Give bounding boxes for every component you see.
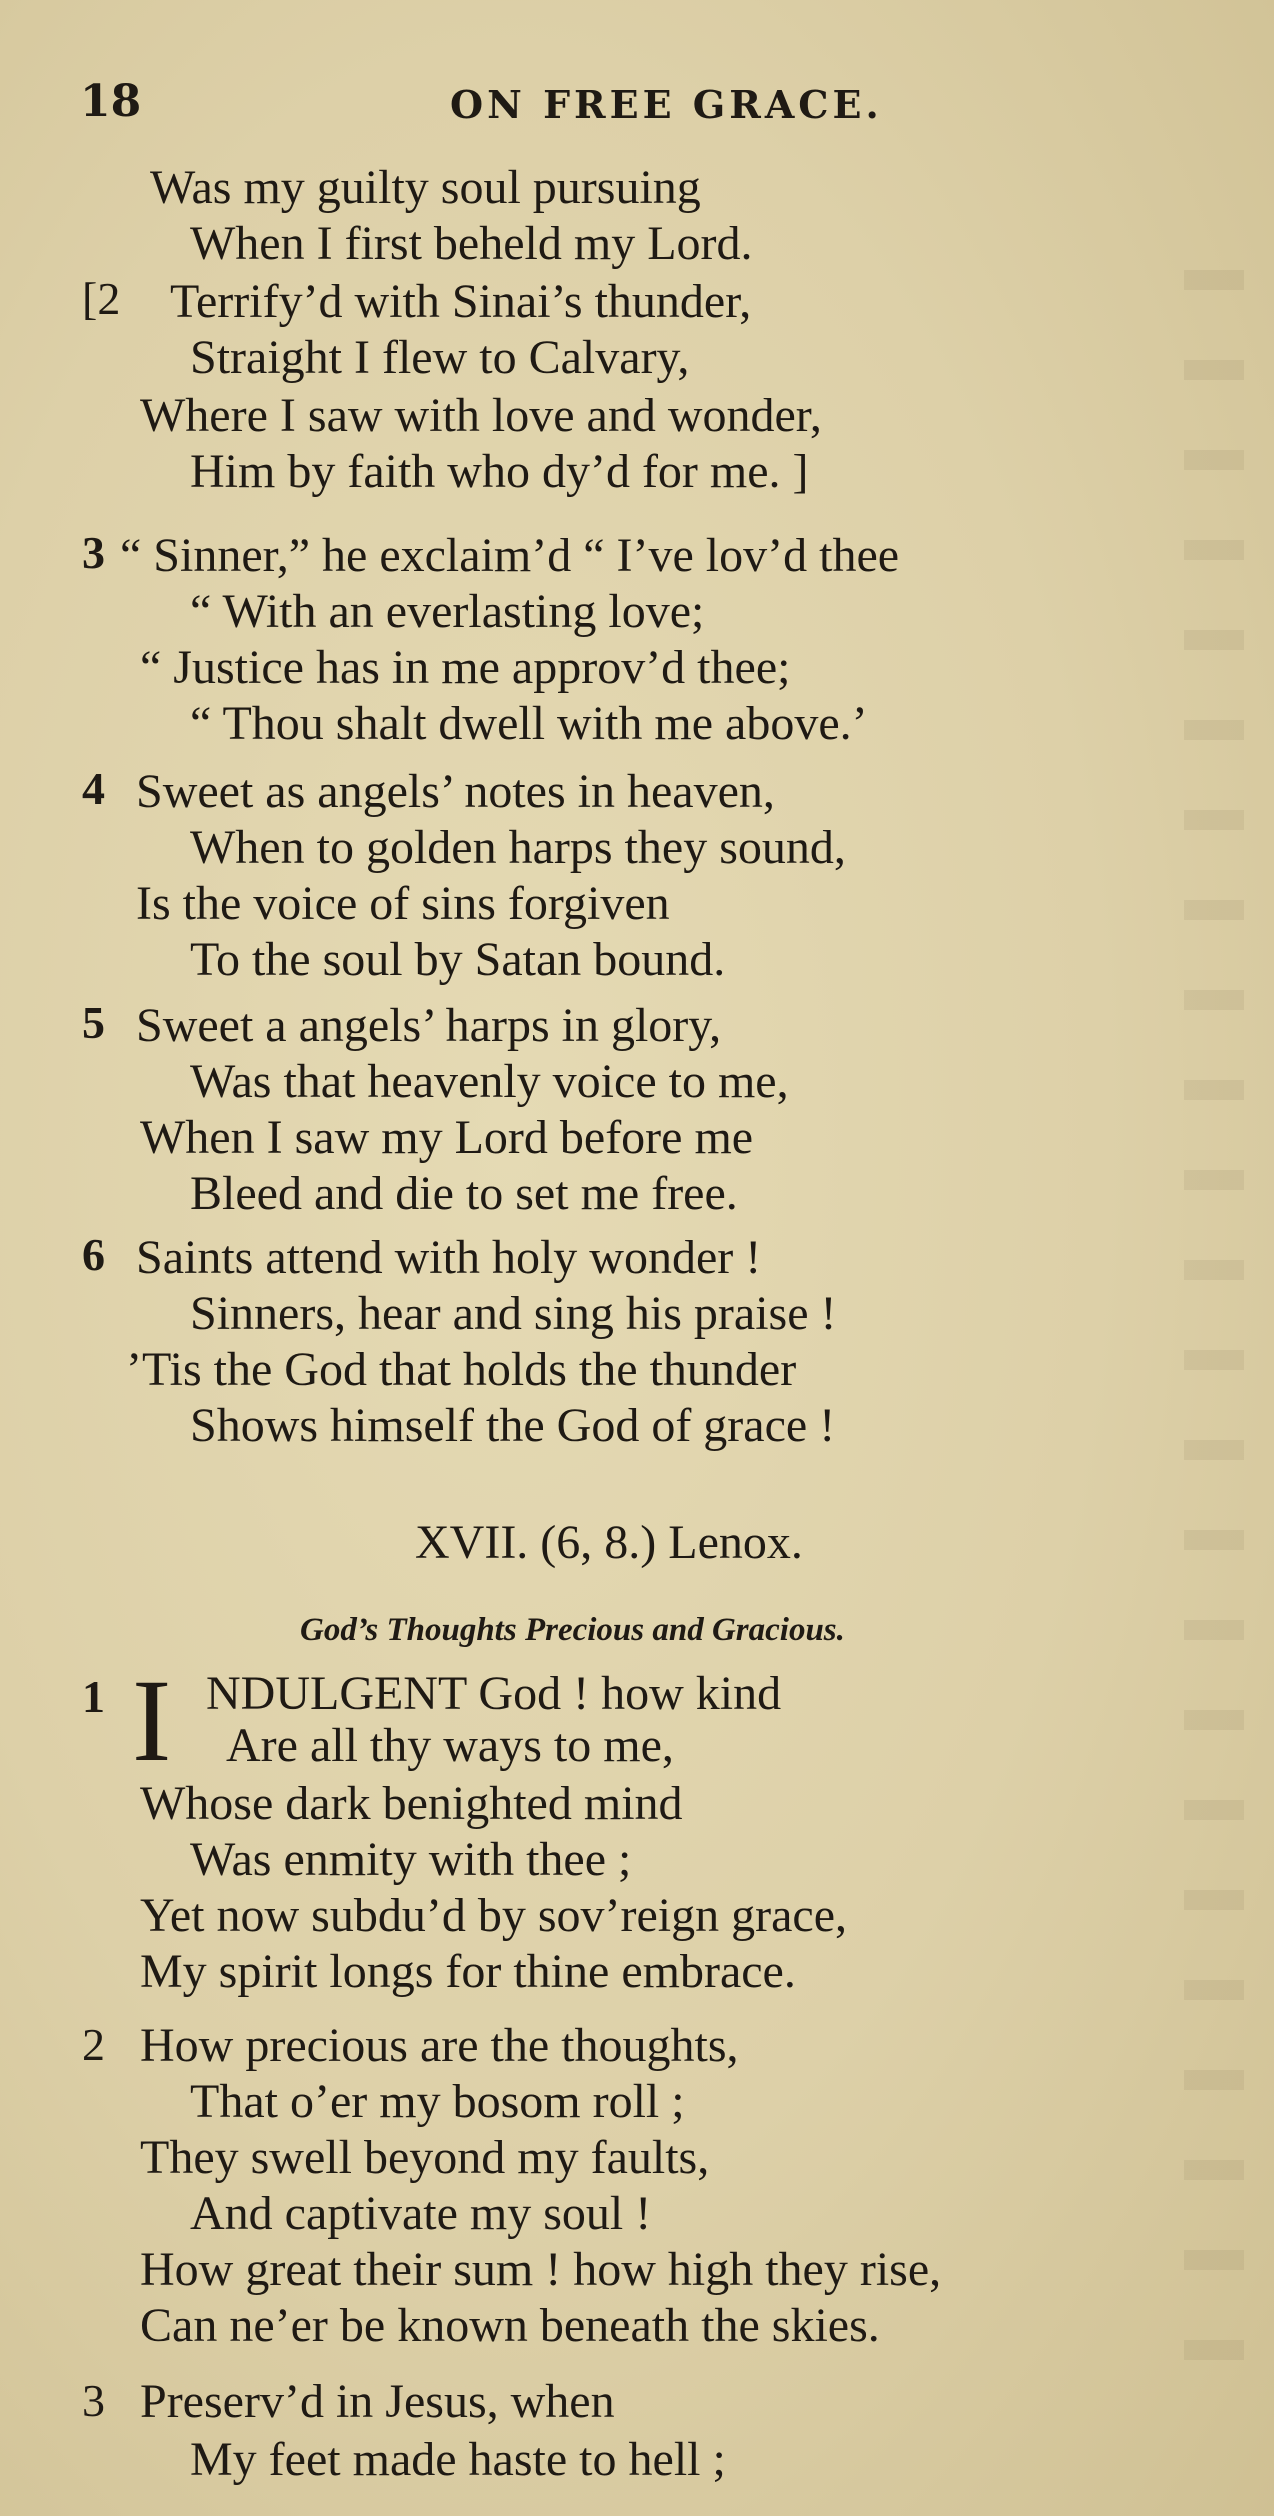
hymn-title: XVII. (6, 8.) Lenox. <box>415 1516 803 1569</box>
show-through-shadow <box>1184 200 1244 2400</box>
verse-line: Sweet as angels’ notes in heaven, <box>136 765 775 818</box>
stanza-number: [2 <box>82 273 121 324</box>
verse-line: Can ne’er be known beneath the skies. <box>140 2299 880 2352</box>
verse-line: Was my guilty soul pursuing <box>150 161 701 214</box>
verse-line: My spirit longs for thine embrace. <box>140 1945 796 1998</box>
stanza-number: 3 <box>82 527 105 578</box>
verse-line: To the soul by Satan bound. <box>190 933 726 986</box>
drop-cap: I <box>132 1655 172 1786</box>
verse-line: Yet now subdu’d by sov’reign grace, <box>140 1889 848 1942</box>
verse-line: Straight I flew to Calvary, <box>190 331 690 384</box>
stanza-number: 1 <box>82 1671 105 1722</box>
page-header <box>80 76 1200 136</box>
running-title: ON FREE GRACE. <box>450 82 883 127</box>
page-number: 18 <box>80 76 142 127</box>
stanza-number: 5 <box>82 997 105 1048</box>
verse-line: Bleed and die to set me free. <box>190 1167 738 1220</box>
verse-line: Shows himself the God of grace ! <box>190 1399 836 1452</box>
verse-line: “ Thou shalt dwell with me above.’ <box>190 697 868 750</box>
hymn-subtitle: God’s Thoughts Precious and Gracious. <box>300 1612 845 1648</box>
verse-line: Him by faith who dy’d for me. ] <box>190 445 809 498</box>
verse-line: How great their sum ! how high they rise, <box>140 2243 942 2296</box>
verse-line: Terrify’d with Sinai’s thunder, <box>170 275 752 328</box>
verse-line: Sinners, hear and sing his praise ! <box>190 1287 837 1340</box>
verse-line: “ Sinner,” he exclaim’d “ I’ve lov’d thee <box>120 529 900 582</box>
verse-line: “ Justice has in me approv’d thee; <box>140 641 791 694</box>
stanza-number: 4 <box>82 763 105 814</box>
verse-line: Whose dark benighted mind <box>140 1777 683 1830</box>
verse-line: ’Tis the God that holds the thunder <box>126 1343 797 1396</box>
verse-line: Saints attend with holy wonder ! <box>136 1231 762 1284</box>
verse-line: Is the voice of sins forgiven <box>136 877 670 930</box>
verse-line: How precious are the thoughts, <box>140 2019 739 2072</box>
verse-line: NDULGENT God ! how kind <box>206 1667 782 1720</box>
stanza-number: 2 <box>82 2019 105 2070</box>
verse-line: “ With an everlasting love; <box>190 585 705 638</box>
verse-line: When I first beheld my Lord. <box>190 217 753 270</box>
verse-line: When I saw my Lord before me <box>140 1111 754 1164</box>
verse-line: And captivate my soul ! <box>190 2187 652 2240</box>
verse-line: Was that heavenly voice to me, <box>190 1055 789 1108</box>
verse-line: That o’er my bosom roll ; <box>190 2075 685 2128</box>
verse-line: Are all thy ways to me, <box>226 1719 674 1772</box>
verse-line: When to golden harps they sound, <box>190 821 846 874</box>
verse-line: Preserv’d in Jesus, when <box>140 2375 615 2428</box>
stanza-number: 6 <box>82 1229 105 1280</box>
verse-line: They swell beyond my faults, <box>140 2131 710 2184</box>
verse-line: Where I saw with love and wonder, <box>140 389 822 442</box>
verse-line: Sweet a angels’ harps in glory, <box>136 999 722 1052</box>
verse-line: Was enmity with thee ; <box>190 1833 632 1886</box>
stanza-number: 3 <box>82 2375 105 2426</box>
verse-line: My feet made haste to hell ; <box>190 2433 726 2486</box>
